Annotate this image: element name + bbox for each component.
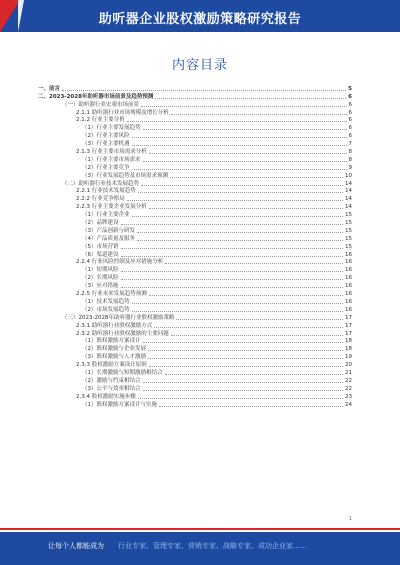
toc-entry-label: 2.2.5 行业未来发展趋势预测	[76, 291, 147, 298]
report-title: 助听器企业股权激励策略研究报告	[98, 12, 302, 27]
toc-leader-dots	[121, 255, 344, 257]
toc-entry[interactable]	[36, 392, 352, 400]
toc-entry[interactable]	[36, 131, 352, 139]
toc-entry-label: （5）市场营销	[82, 243, 119, 250]
toc-entry-label: （二）助听器行业技术发展趋势	[62, 180, 140, 187]
toc-entry-label: （2）品牌建设	[82, 220, 119, 227]
toc-entry-label: 一、前言	[38, 85, 61, 92]
toc-leader-dots	[121, 270, 344, 272]
toc-entry-label: 二、2023-2028年助听器市场前景及趋势预测	[38, 93, 154, 100]
toc-entry-page: 20	[345, 362, 352, 369]
toc-leader-dots	[137, 239, 343, 241]
toc-entry[interactable]	[36, 155, 352, 163]
toc-entry[interactable]	[36, 171, 352, 179]
toc-entry-page: 21	[345, 369, 352, 376]
toc-entry-label: 2.1.3 行业主要市场需求分析	[76, 149, 147, 156]
toc-entry-page: 6	[348, 117, 352, 124]
toc-leader-dots	[171, 113, 347, 115]
toc-leader-dots	[132, 302, 344, 304]
toc-entry-label: （2）市场发展趋势	[82, 306, 130, 313]
toc-leader-dots	[148, 357, 343, 359]
toc-entry[interactable]	[36, 265, 352, 273]
footer-slogan: 行业专家、管理专家、营销专家、战略专家、成功企业家……	[118, 542, 307, 550]
toc-entry-label: （6）渠道建设	[82, 251, 119, 258]
toc-leader-dots	[154, 326, 343, 328]
footer-text: 让每个人都能成为	[48, 542, 104, 550]
toc-entry[interactable]	[36, 218, 352, 226]
toc-entry-page: 15	[345, 235, 352, 242]
toc-entry-label: （1）行业主要发展趋势	[82, 125, 141, 132]
toc-entry-label: （1）短期风险	[82, 267, 119, 274]
toc-entry[interactable]	[36, 202, 352, 210]
toc-entry[interactable]	[36, 384, 352, 392]
toc-entry-label: 2.2.2 行业竞争格局	[76, 196, 125, 203]
toc-entry-page: 19	[345, 354, 352, 361]
toc-entry[interactable]	[36, 226, 352, 234]
toc-entry[interactable]	[36, 194, 352, 202]
toc-entry-label: 2.2.1 行业技术发展趋势	[76, 188, 136, 195]
toc-entry-page: 6	[348, 101, 352, 108]
toc-entry-page: 15	[345, 243, 352, 250]
toc-entry[interactable]	[36, 305, 352, 313]
toc-leader-dots	[121, 286, 344, 288]
toc-entry-label: （2）行业主要竞争	[82, 164, 130, 171]
toc-entry-label: （4）产品质量及服务	[82, 235, 135, 242]
toc-entry-label: 2.3.4 股权激励实施步骤	[76, 393, 136, 400]
toc-entry[interactable]	[36, 297, 352, 305]
toc-entry-page: 16	[345, 298, 352, 305]
toc-entry-label: （1）行业主要企业	[82, 212, 130, 219]
toc-leader-dots	[132, 136, 347, 138]
toc-entry-page: 22	[345, 385, 352, 392]
toc-entry-page: 14	[345, 204, 352, 211]
toc-leader-dots	[143, 160, 347, 162]
toc-entry-page: 17	[345, 314, 352, 321]
toc-entry-label: 2.1.1 助听器行业市场规模及增长分析	[76, 109, 169, 116]
toc-entry[interactable]	[36, 352, 352, 360]
toc-entry-page: 10	[345, 172, 352, 179]
toc-leader-dots	[176, 318, 343, 320]
toc-leader-dots	[148, 349, 343, 351]
toc-entry-page: 9	[348, 164, 352, 171]
toc-entry-label: （2）股权激励与企业发展	[82, 346, 147, 353]
toc-entry-label: 2.2.4 行业风险控制及应对措施分析	[76, 259, 164, 266]
toc-entry-label: （3）行业发展趋势及市场需求预测	[82, 172, 169, 179]
toc-entry[interactable]	[36, 321, 352, 329]
toc-leader-dots	[127, 120, 347, 122]
toc-entry-page: 14	[345, 196, 352, 203]
toc-leader-dots	[155, 97, 346, 99]
toc-entry-label: 2.1.2 行业主要分析	[76, 117, 125, 124]
toc-leader-dots	[137, 231, 343, 233]
toc-entry-page: 15	[345, 212, 352, 219]
toc-entry-page: 14	[345, 180, 352, 187]
toc-entry[interactable]	[36, 289, 352, 297]
toc-leader-dots	[132, 215, 344, 217]
toc-entry-page: 15	[345, 227, 352, 234]
toc-entry-label: 2.3.1 助听器行业股权激励方式	[76, 322, 153, 329]
toc-entry-label: （2）长期风险	[82, 275, 119, 282]
toc-entry-page: 6	[348, 125, 352, 132]
toc-entry[interactable]	[36, 337, 352, 345]
toc-entry[interactable]	[36, 116, 352, 124]
toc-leader-dots	[132, 168, 347, 170]
toc-leader-dots	[165, 262, 343, 264]
toc-leader-dots	[159, 405, 343, 407]
toc-entry-page: 16	[345, 306, 352, 313]
toc-entry[interactable]	[36, 100, 352, 108]
toc-entry-page: 16	[345, 267, 352, 274]
toc-leader-dots	[143, 389, 343, 391]
toc-entry[interactable]	[36, 273, 352, 281]
toc-entry-page: 8	[348, 156, 352, 163]
toc-entry[interactable]	[36, 163, 352, 171]
toc-entry-page: 5	[348, 85, 352, 92]
toc-entry-label: （3）公平与效率相结合	[82, 385, 141, 392]
toc-leader-dots	[149, 294, 343, 296]
toc-entry-page: 6	[348, 93, 352, 100]
table-of-contents	[36, 84, 352, 408]
toc-entry-page: 16	[345, 259, 352, 266]
toc-entry[interactable]	[36, 250, 352, 258]
toc-leader-dots	[149, 152, 347, 154]
toc-entry-label: （3）行业主要机遇	[82, 141, 130, 148]
toc-entry[interactable]	[36, 92, 352, 100]
toc-leader-dots	[149, 207, 343, 209]
toc-leader-dots	[132, 310, 344, 312]
toc-entry[interactable]	[36, 210, 352, 218]
toc-entry-page: 24	[345, 401, 352, 408]
toc-leader-dots	[138, 397, 343, 399]
toc-entry-page: 8	[348, 149, 352, 156]
toc-entry[interactable]	[36, 368, 352, 376]
toc-entry[interactable]	[36, 108, 352, 116]
toc-entry[interactable]	[36, 281, 352, 289]
toc-entry-label: （1）技术发展趋势	[82, 298, 130, 305]
toc-entry-label: （3）应对措施	[82, 283, 119, 290]
toc-leader-dots	[170, 176, 343, 178]
toc-entry[interactable]	[36, 234, 352, 242]
toc-entry[interactable]	[36, 84, 352, 92]
toc-entry[interactable]	[36, 360, 352, 368]
toc-leader-dots	[141, 184, 343, 186]
toc-leader-dots	[141, 105, 346, 107]
toc-entry-page: 22	[345, 377, 352, 384]
toc-leader-dots	[143, 381, 343, 383]
toc-entry-page: 7	[348, 141, 352, 148]
toc-leader-dots	[149, 365, 343, 367]
toc-entry-label: 2.3.3 股权激励方案设计原则	[76, 362, 147, 369]
toc-entry-page: 6	[348, 133, 352, 140]
toc-entry-page: 6	[348, 109, 352, 116]
toc-entry-page: 17	[345, 322, 352, 329]
toc-entry-label: （三）2023-2028年助听器行业股权激励策略	[62, 314, 175, 321]
toc-entry[interactable]	[36, 313, 352, 321]
toc-entry-page: 16	[345, 283, 352, 290]
toc-entry-page: 16	[345, 251, 352, 258]
toc-entry-page: 15	[345, 220, 352, 227]
toc-entry-label: （一）助听器行业宏观市场前景	[62, 101, 140, 108]
toc-entry-page: 18	[345, 338, 352, 345]
toc-entry-page: 23	[345, 393, 352, 400]
toc-entry-label: （1）股权激励方案设计与实施	[82, 401, 158, 408]
toc-entry-label: （1）长期激励与短期激励相结合	[82, 369, 163, 376]
toc-entry-label: （1）行业主要市场需求	[82, 156, 141, 163]
toc-entry[interactable]	[36, 139, 352, 147]
toc-entry-page: 16	[345, 291, 352, 298]
toc-leader-dots	[121, 247, 344, 249]
toc-entry-label: （2）行业主要风险	[82, 133, 130, 140]
toc-entry[interactable]	[36, 123, 352, 131]
toc-entry[interactable]	[36, 258, 352, 266]
toc-entry-label: （1）股权激励方案设计	[82, 338, 141, 345]
toc-leader-dots	[138, 191, 343, 193]
toc-entry[interactable]	[36, 376, 352, 384]
toc-entry[interactable]	[36, 344, 352, 352]
toc-entry[interactable]	[36, 242, 352, 250]
toc-entry-label: 2.2.3 行业主要企业发展分析	[76, 204, 147, 211]
toc-entry-page: 17	[345, 330, 352, 337]
toc-entry[interactable]	[36, 147, 352, 155]
toc-leader-dots	[143, 341, 343, 343]
toc-leader-dots	[62, 89, 346, 91]
toc-entry-label: 2.3.2 助听器行业股权激励的主要问题	[76, 330, 169, 337]
page-number: 1	[348, 516, 352, 522]
toc-entry-label: （3）股权激励与人才激励	[82, 354, 147, 361]
toc-entry-page: 14	[345, 188, 352, 195]
toc-entry[interactable]	[36, 400, 352, 408]
toc-leader-dots	[132, 144, 347, 146]
toc-entry[interactable]	[36, 329, 352, 337]
toc-leader-dots	[121, 223, 344, 225]
footer-divider	[0, 528, 400, 530]
toc-leader-dots	[143, 128, 347, 130]
toc-entry[interactable]	[36, 179, 352, 187]
toc-leader-dots	[165, 373, 343, 375]
toc-entry-label: （2）激励与约束相结合	[82, 377, 141, 384]
toc-title: 内容目录	[171, 58, 228, 73]
toc-entry-label: （3）产品创新与研发	[82, 227, 135, 234]
toc-leader-dots	[171, 334, 343, 336]
toc-entry-page: 16	[345, 275, 352, 282]
toc-entry-page: 18	[345, 346, 352, 353]
toc-leader-dots	[127, 199, 343, 201]
toc-leader-dots	[121, 278, 344, 280]
header-banner	[0, 0, 400, 32]
toc-entry[interactable]	[36, 187, 352, 195]
